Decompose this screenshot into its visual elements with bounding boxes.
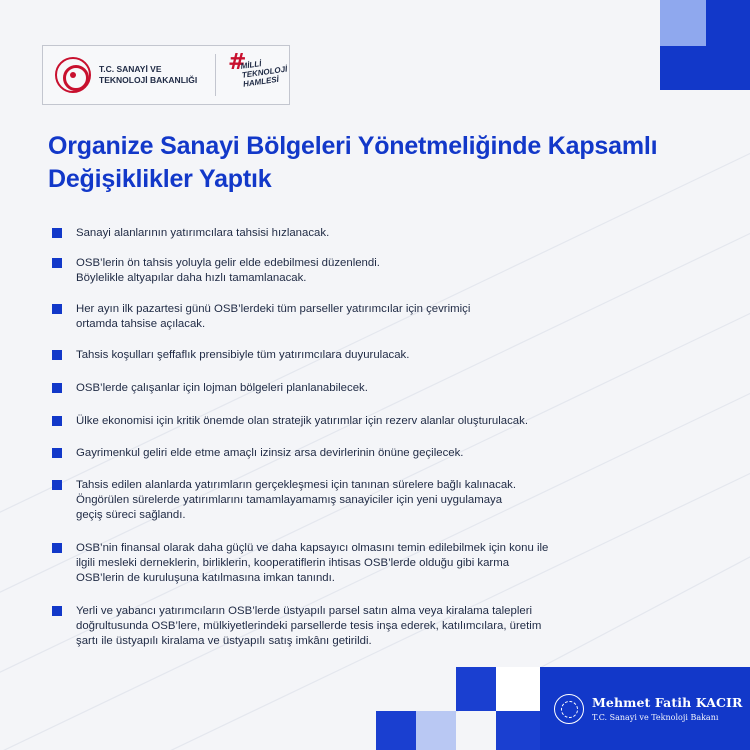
bullet-square-icon (52, 258, 62, 268)
list-item-text: Ülke ekonomisi için kritik önemde olan stratejik yatırımlar için rezerv alanlar oluşturulacak. (76, 415, 528, 427)
campaign-name: MİLLİ TEKNOLOJİ HAMLESİ (240, 59, 288, 89)
decor-square (706, 0, 750, 90)
hashtag-icon: # (228, 50, 247, 75)
bullet-square-icon (52, 543, 62, 553)
ministry-emblem-icon (55, 57, 91, 93)
list-item-text: Her ayın ilk pazartesi günü OSB’lerdeki tüm parseller yatırımcılar için çevrimiçi ortamda tahsise açılacak. (76, 303, 471, 330)
bullet-square-icon (52, 350, 62, 360)
seal-icon (554, 694, 584, 724)
decor-square (660, 0, 706, 46)
bullet-square-icon (52, 304, 62, 314)
bullet-square-icon (52, 383, 62, 393)
logo-header (42, 45, 290, 105)
decor-square (660, 46, 706, 90)
bullet-square-icon (52, 480, 62, 490)
decor-square (456, 667, 496, 711)
list-item-text: Tahsis edilen alanlarda yatırımların gerçekleşmesi için tanınan sürelere bağlı kalınacak. Öngörülen sürelerde yatırımlarını tamamlayamamış sanayiciler için yeni uygulamaya geçiş süreci sağlandı. (76, 479, 517, 521)
list-item-text: Gayrimenkul geliri elde etme amaçlı izinsiz arsa devirlerinin önüne geçilecek. (76, 447, 464, 459)
list-item-text: OSB’nin finansal olarak daha güçlü ve daha kapsayıcı olmasını temin edilebilmek için konu ile ilgili mesleki derneklerin, birliklerin, kooperatiflerin ihtisas OSB’lerde olduğu gibi karma OSB’lerin de kuruluşuna katılmasına imkan tanındı. (76, 542, 549, 584)
list-item-text: Yerli ve yabancı yatırımcıların OSB’lerde üstyapılı parsel satın alma veya kiralama talepleri doğrultusunda OSB’lere, mülkiyetlerindeki parsellerde tesis inşa ederek, katılımcılara, üretim şartı ile üstyapılı kiralama ve üstyapılı satış imkânı getirildi. (76, 605, 542, 647)
list-item-text: OSB’lerin ön tahsis yoluyla gelir elde edebilmesi düzenlendi. Böylelikle altyapılar daha hızlı tamamlanacak. (76, 257, 380, 284)
decor-square (496, 711, 540, 750)
milli-teknoloji-hamlesi-logo (226, 50, 286, 100)
bullet-square-icon (52, 228, 62, 238)
decor-square (416, 711, 456, 750)
list-item (52, 414, 676, 429)
minister-title: T.C. Sanayi ve Teknoloji Bakanı (592, 713, 719, 722)
list-item (52, 348, 676, 363)
list-item (52, 478, 676, 523)
list-item (52, 381, 676, 396)
page-title: Organize Sanayi Bölgeleri Yönetmeliğinde Kapsamlı Değişiklikler Yaptık (48, 132, 658, 193)
bullet-square-icon (52, 448, 62, 458)
ministry-name: T.C. SANAYİ VE TEKNOLOJİ BAKANLIĞI (99, 64, 198, 85)
list-item (52, 226, 676, 241)
list-item-text: OSB’lerde çalışanlar için lojman bölgeleri planlanabilecek. (76, 382, 368, 394)
bullet-square-icon (52, 606, 62, 616)
list-item (52, 446, 676, 461)
list-item-text: Sanayi alanlarının yatırımcılara tahsisi hızlanacak. (76, 227, 330, 239)
bullet-square-icon (52, 416, 62, 426)
list-item (52, 604, 676, 649)
minister-name: Mehmet Fatih KACIR (592, 695, 743, 710)
logo-divider (215, 54, 216, 96)
list-item-text: Tahsis koşulları şeffaflık prensibiyle tüm yatırımcılara duyurulacak. (76, 349, 410, 361)
list-item (52, 302, 676, 332)
decor-square (496, 667, 540, 711)
list-item (52, 541, 676, 586)
decor-square (376, 711, 416, 750)
minister-signature (540, 667, 750, 750)
list-item (52, 256, 676, 286)
